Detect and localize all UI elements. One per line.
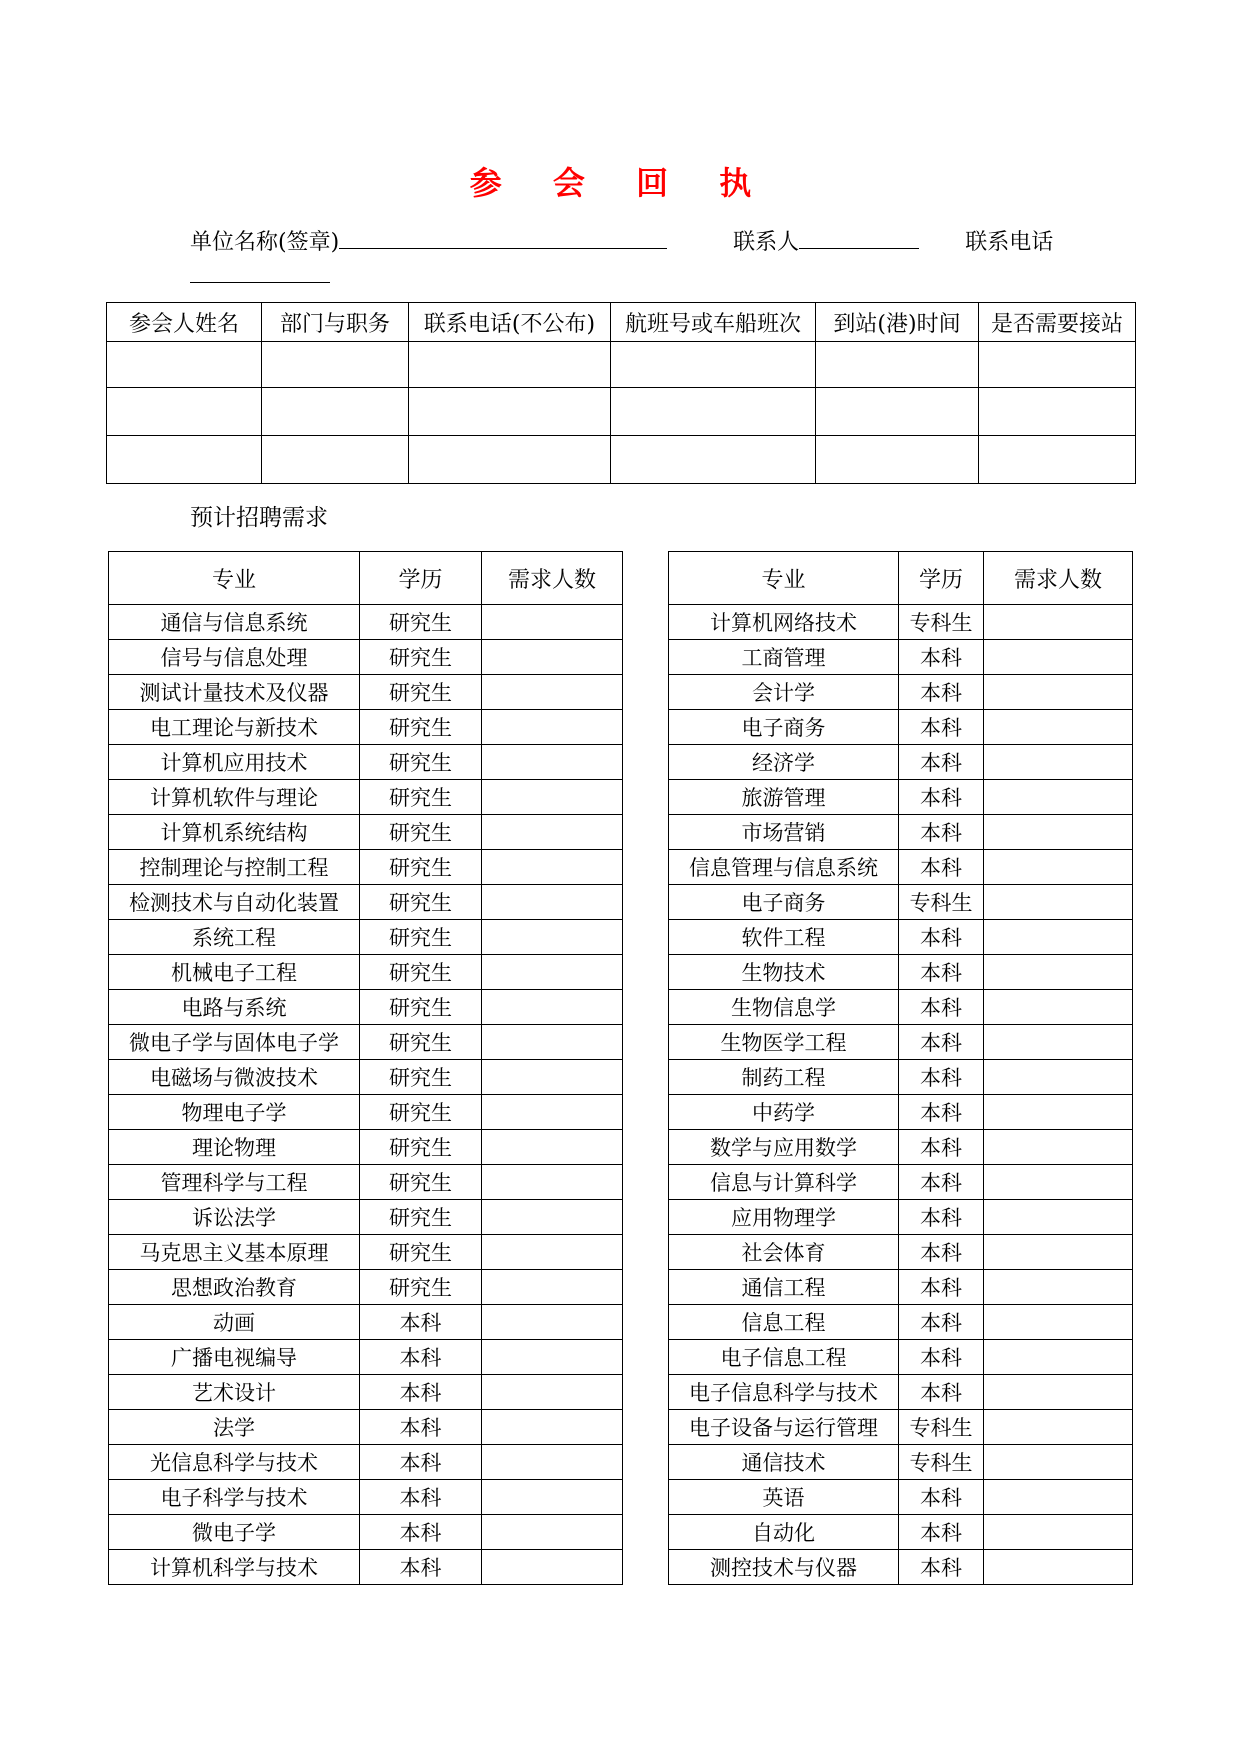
recruit-row [109, 1200, 623, 1235]
recruit-row [669, 1200, 1133, 1235]
contact-label: 联系人 [733, 230, 800, 255]
headcount-input-cell[interactable] [482, 815, 623, 850]
recruit-row [669, 1130, 1133, 1165]
attendee-input-cell[interactable] [409, 342, 611, 388]
recruit-row [109, 1340, 623, 1375]
recruit-row [109, 1130, 623, 1165]
degree-cell: 研究生 [360, 955, 482, 990]
attendee-header-cell: 到站(港)时间 [816, 303, 979, 342]
headcount-input-cell[interactable] [984, 1270, 1133, 1305]
major-cell: 电子商务 [669, 710, 899, 745]
recruit-row [109, 605, 623, 640]
recruit-row [669, 920, 1133, 955]
headcount-input-cell[interactable] [984, 745, 1133, 780]
headcount-input-cell[interactable] [984, 1410, 1133, 1445]
recruit-header-row [109, 552, 623, 605]
major-cell: 计算机软件与理论 [109, 780, 360, 815]
degree-cell: 研究生 [360, 850, 482, 885]
headcount-input-cell[interactable] [482, 1480, 623, 1515]
major-cell: 电工理论与新技术 [109, 710, 360, 745]
attendee-input-cell[interactable] [107, 388, 262, 436]
degree-cell: 研究生 [360, 780, 482, 815]
recruit-row [669, 1515, 1133, 1550]
degree-cell: 本科 [899, 1480, 984, 1515]
major-cell: 计算机应用技术 [109, 745, 360, 780]
page-title: 参 会 回 执 [469, 164, 772, 202]
recruit-row [109, 815, 623, 850]
degree-cell: 本科 [899, 1095, 984, 1130]
degree-cell: 研究生 [360, 1025, 482, 1060]
headcount-input-cell[interactable] [984, 675, 1133, 710]
headcount-input-cell[interactable] [984, 1130, 1133, 1165]
major-cell: 电子信息科学与技术 [669, 1375, 899, 1410]
attendee-input-cell[interactable] [979, 436, 1136, 484]
headcount-input-cell[interactable] [482, 710, 623, 745]
major-cell: 动画 [109, 1305, 360, 1340]
major-cell: 诉讼法学 [109, 1200, 360, 1235]
recruit-row [669, 815, 1133, 850]
major-cell: 工商管理 [669, 640, 899, 675]
major-cell: 测控技术与仪器 [669, 1550, 899, 1585]
degree-cell: 专科生 [899, 1410, 984, 1445]
major-cell: 控制理论与控制工程 [109, 850, 360, 885]
degree-cell: 本科 [899, 1375, 984, 1410]
major-cell: 信息管理与信息系统 [669, 850, 899, 885]
headcount-input-cell[interactable] [984, 850, 1133, 885]
attendee-input-cell[interactable] [979, 388, 1136, 436]
degree-cell: 研究生 [360, 1165, 482, 1200]
contact-field[interactable] [799, 226, 919, 249]
headcount-input-cell[interactable] [482, 1515, 623, 1550]
headcount-input-cell[interactable] [482, 850, 623, 885]
recruit-row [669, 885, 1133, 920]
degree-cell: 本科 [360, 1515, 482, 1550]
major-cell: 电子商务 [669, 885, 899, 920]
headcount-input-cell[interactable] [984, 815, 1133, 850]
degree-cell: 本科 [360, 1550, 482, 1585]
degree-cell: 研究生 [360, 605, 482, 640]
degree-cell: 本科 [360, 1305, 482, 1340]
degree-cell: 本科 [899, 1340, 984, 1375]
recruit-header-row [669, 552, 1133, 605]
attendee-header-cell: 是否需要接站 [979, 303, 1136, 342]
recruit-table-left [108, 551, 623, 1585]
recruit-row [669, 1270, 1133, 1305]
headcount-input-cell[interactable] [482, 1375, 623, 1410]
degree-cell: 本科 [360, 1340, 482, 1375]
degree-cell: 本科 [899, 675, 984, 710]
recruit-row [669, 955, 1133, 990]
major-cell: 系统工程 [109, 920, 360, 955]
recruit-row [669, 675, 1133, 710]
major-cell: 检测技术与自动化装置 [109, 885, 360, 920]
attendee-table [106, 302, 1136, 484]
recruit-row [109, 1235, 623, 1270]
recruit-row [109, 1305, 623, 1340]
form-line-2 [190, 260, 330, 292]
headcount-input-cell[interactable] [482, 1270, 623, 1305]
degree-cell: 本科 [899, 1515, 984, 1550]
major-cell: 广播电视编导 [109, 1340, 360, 1375]
degree-cell: 研究生 [360, 710, 482, 745]
headcount-input-cell[interactable] [482, 1340, 623, 1375]
headcount-input-cell[interactable] [984, 1550, 1133, 1585]
headcount-input-cell[interactable] [984, 920, 1133, 955]
recruit-row [669, 710, 1133, 745]
recruit-row [109, 885, 623, 920]
major-cell: 通信工程 [669, 1270, 899, 1305]
attendee-input-cell[interactable] [816, 436, 979, 484]
attendee-row [107, 388, 1136, 436]
major-cell: 旅游管理 [669, 780, 899, 815]
major-cell: 信号与信息处理 [109, 640, 360, 675]
attendee-header-cell: 参会人姓名 [107, 303, 262, 342]
degree-cell: 本科 [899, 640, 984, 675]
headcount-input-cell[interactable] [984, 1060, 1133, 1095]
headcount-input-cell[interactable] [482, 1095, 623, 1130]
major-cell: 管理科学与工程 [109, 1165, 360, 1200]
attendee-input-cell[interactable] [409, 388, 611, 436]
headcount-input-cell[interactable] [482, 1235, 623, 1270]
degree-cell: 研究生 [360, 1060, 482, 1095]
major-cell: 生物信息学 [669, 990, 899, 1025]
recruit-row [109, 920, 623, 955]
major-cell: 数学与应用数学 [669, 1130, 899, 1165]
recruit-row [669, 605, 1133, 640]
headcount-input-cell[interactable] [984, 1200, 1133, 1235]
major-cell: 电子设备与运行管理 [669, 1410, 899, 1445]
headcount-input-cell[interactable] [482, 1410, 623, 1445]
major-cell: 艺术设计 [109, 1375, 360, 1410]
major-cell: 应用物理学 [669, 1200, 899, 1235]
attendee-header-cell: 部门与职务 [262, 303, 409, 342]
headcount-input-cell[interactable] [984, 605, 1133, 640]
degree-cell: 研究生 [360, 1095, 482, 1130]
degree-cell: 本科 [899, 850, 984, 885]
degree-cell: 研究生 [360, 1270, 482, 1305]
attendee-header-row [107, 303, 1136, 342]
headcount-input-cell[interactable] [482, 990, 623, 1025]
headcount-input-cell[interactable] [482, 920, 623, 955]
recruit-row [109, 990, 623, 1025]
attendee-row [107, 342, 1136, 388]
degree-cell: 本科 [360, 1375, 482, 1410]
headcount-input-cell[interactable] [984, 955, 1133, 990]
attendee-row [107, 436, 1136, 484]
attendee-header-cell: 联系电话(不公布) [409, 303, 611, 342]
major-cell: 电子信息工程 [669, 1340, 899, 1375]
degree-cell: 研究生 [360, 885, 482, 920]
attendee-input-cell[interactable] [979, 342, 1136, 388]
degree-cell: 本科 [899, 1165, 984, 1200]
major-cell: 英语 [669, 1480, 899, 1515]
recruit-row [669, 780, 1133, 815]
major-cell: 计算机网络技术 [669, 605, 899, 640]
degree-cell: 本科 [899, 990, 984, 1025]
recruit-row [109, 1095, 623, 1130]
degree-cell: 本科 [899, 1270, 984, 1305]
attendee-input-cell[interactable] [409, 436, 611, 484]
recruit-row [109, 1375, 623, 1410]
attendee-header-cell: 航班号或车船班次 [611, 303, 816, 342]
recruit-row [109, 1060, 623, 1095]
headcount-input-cell[interactable] [482, 1130, 623, 1165]
recruit-row [669, 1340, 1133, 1375]
recruit-row [109, 1515, 623, 1550]
headcount-input-cell[interactable] [984, 1445, 1133, 1480]
headcount-input-cell[interactable] [482, 675, 623, 710]
recruit-header-cell: 需求人数 [984, 552, 1133, 605]
degree-cell: 本科 [899, 1025, 984, 1060]
recruit-row [109, 1480, 623, 1515]
degree-cell: 本科 [899, 1550, 984, 1585]
recruit-row [109, 1410, 623, 1445]
headcount-input-cell[interactable] [984, 990, 1133, 1025]
degree-cell: 本科 [360, 1410, 482, 1445]
degree-cell: 研究生 [360, 745, 482, 780]
headcount-input-cell[interactable] [984, 1340, 1133, 1375]
recruit-row [109, 640, 623, 675]
major-cell: 经济学 [669, 745, 899, 780]
degree-cell: 专科生 [899, 605, 984, 640]
degree-cell: 研究生 [360, 640, 482, 675]
major-cell: 中药学 [669, 1095, 899, 1130]
recruit-header-cell: 学历 [899, 552, 984, 605]
recruit-row [109, 1270, 623, 1305]
recruit-row [109, 850, 623, 885]
org-name-label: 单位名称(签章) [190, 230, 340, 255]
attendee-input-cell[interactable] [611, 436, 816, 484]
major-cell: 理论物理 [109, 1130, 360, 1165]
major-cell: 生物医学工程 [669, 1025, 899, 1060]
headcount-input-cell[interactable] [482, 640, 623, 675]
section-label: 预计招聘需求 [190, 505, 328, 531]
degree-cell: 本科 [899, 920, 984, 955]
recruit-row [669, 1060, 1133, 1095]
recruit-table-right [668, 551, 1133, 1585]
major-cell: 马克思主义基本原理 [109, 1235, 360, 1270]
attendee-input-cell[interactable] [611, 388, 816, 436]
headcount-input-cell[interactable] [984, 1480, 1133, 1515]
degree-cell: 本科 [360, 1445, 482, 1480]
headcount-input-cell[interactable] [482, 1200, 623, 1235]
major-cell: 社会体育 [669, 1235, 899, 1270]
recruit-header-cell: 专业 [669, 552, 899, 605]
headcount-input-cell[interactable] [482, 1025, 623, 1060]
headcount-input-cell[interactable] [984, 1375, 1133, 1410]
major-cell: 机械电子工程 [109, 955, 360, 990]
attendee-input-cell[interactable] [611, 342, 816, 388]
recruit-row [669, 1025, 1133, 1060]
major-cell: 制药工程 [669, 1060, 899, 1095]
degree-cell: 本科 [360, 1480, 482, 1515]
recruit-row [109, 1445, 623, 1480]
headcount-input-cell[interactable] [984, 1095, 1133, 1130]
major-cell: 信息工程 [669, 1305, 899, 1340]
degree-cell: 本科 [899, 1060, 984, 1095]
headcount-input-cell[interactable] [482, 955, 623, 990]
recruit-header-cell: 学历 [360, 552, 482, 605]
recruit-row [669, 990, 1133, 1025]
headcount-input-cell[interactable] [984, 1235, 1133, 1270]
recruit-row [109, 780, 623, 815]
major-cell: 微电子学 [109, 1515, 360, 1550]
phone-label: 联系电话 [965, 230, 1054, 255]
org-name-field[interactable] [339, 226, 667, 249]
recruit-row [669, 640, 1133, 675]
major-cell: 电路与系统 [109, 990, 360, 1025]
headcount-input-cell[interactable] [984, 1515, 1133, 1550]
degree-cell: 专科生 [899, 1445, 984, 1480]
headcount-input-cell[interactable] [984, 780, 1133, 815]
headcount-input-cell[interactable] [482, 745, 623, 780]
recruit-header-cell: 需求人数 [482, 552, 623, 605]
degree-cell: 本科 [899, 745, 984, 780]
degree-cell: 研究生 [360, 990, 482, 1025]
recruit-row [109, 1025, 623, 1060]
attendee-input-cell[interactable] [107, 342, 262, 388]
major-cell: 生物技术 [669, 955, 899, 990]
major-cell: 软件工程 [669, 920, 899, 955]
major-cell: 会计学 [669, 675, 899, 710]
recruit-row [669, 1305, 1133, 1340]
attendee-input-cell[interactable] [107, 436, 262, 484]
headcount-input-cell[interactable] [984, 640, 1133, 675]
major-cell: 微电子学与固体电子学 [109, 1025, 360, 1060]
degree-cell: 专科生 [899, 885, 984, 920]
attendee-input-cell[interactable] [262, 342, 409, 388]
recruit-row [669, 1375, 1133, 1410]
headcount-input-cell[interactable] [482, 1550, 623, 1585]
recruit-row [669, 1480, 1133, 1515]
degree-cell: 研究生 [360, 1130, 482, 1165]
recruit-row [669, 1410, 1133, 1445]
headcount-input-cell[interactable] [482, 780, 623, 815]
degree-cell: 本科 [899, 710, 984, 745]
major-cell: 思想政治教育 [109, 1270, 360, 1305]
degree-cell: 研究生 [360, 815, 482, 850]
major-cell: 信息与计算科学 [669, 1165, 899, 1200]
form-line-1 [190, 226, 1053, 258]
headcount-input-cell[interactable] [482, 1165, 623, 1200]
degree-cell: 本科 [899, 955, 984, 990]
recruit-row [669, 1445, 1133, 1480]
recruit-row [109, 710, 623, 745]
headcount-input-cell[interactable] [984, 885, 1133, 920]
headcount-input-cell[interactable] [482, 1305, 623, 1340]
phone-field[interactable] [190, 260, 330, 283]
degree-cell: 本科 [899, 1235, 984, 1270]
degree-cell: 研究生 [360, 920, 482, 955]
headcount-input-cell[interactable] [984, 1025, 1133, 1060]
recruit-row [669, 850, 1133, 885]
major-cell: 计算机科学与技术 [109, 1550, 360, 1585]
major-cell: 测试计量技术及仪器 [109, 675, 360, 710]
recruit-row [109, 955, 623, 990]
degree-cell: 研究生 [360, 1235, 482, 1270]
recruit-row [109, 1165, 623, 1200]
recruit-header-cell: 专业 [109, 552, 360, 605]
recruit-row [669, 1095, 1133, 1130]
attendee-input-cell[interactable] [262, 388, 409, 436]
headcount-input-cell[interactable] [482, 1445, 623, 1480]
recruit-row [109, 675, 623, 710]
headcount-input-cell[interactable] [984, 710, 1133, 745]
major-cell: 光信息科学与技术 [109, 1445, 360, 1480]
major-cell: 自动化 [669, 1515, 899, 1550]
headcount-input-cell[interactable] [984, 1165, 1133, 1200]
major-cell: 计算机系统结构 [109, 815, 360, 850]
attendee-input-cell[interactable] [816, 342, 979, 388]
degree-cell: 本科 [899, 1200, 984, 1235]
degree-cell: 本科 [899, 1305, 984, 1340]
attendee-input-cell[interactable] [816, 388, 979, 436]
recruit-row [109, 745, 623, 780]
recruit-row [109, 1550, 623, 1585]
degree-cell: 本科 [899, 815, 984, 850]
major-cell: 法学 [109, 1410, 360, 1445]
degree-cell: 研究生 [360, 1200, 482, 1235]
degree-cell: 研究生 [360, 675, 482, 710]
major-cell: 电子科学与技术 [109, 1480, 360, 1515]
major-cell: 通信技术 [669, 1445, 899, 1480]
major-cell: 物理电子学 [109, 1095, 360, 1130]
headcount-input-cell[interactable] [482, 605, 623, 640]
major-cell: 通信与信息系统 [109, 605, 360, 640]
recruit-row [669, 1165, 1133, 1200]
attendee-input-cell[interactable] [262, 436, 409, 484]
major-cell: 电磁场与微波技术 [109, 1060, 360, 1095]
headcount-input-cell[interactable] [482, 1060, 623, 1095]
recruit-row [669, 1235, 1133, 1270]
headcount-input-cell[interactable] [984, 1305, 1133, 1340]
major-cell: 市场营销 [669, 815, 899, 850]
degree-cell: 本科 [899, 1130, 984, 1165]
degree-cell: 本科 [899, 780, 984, 815]
headcount-input-cell[interactable] [482, 885, 623, 920]
recruit-row [669, 745, 1133, 780]
recruit-row [669, 1550, 1133, 1585]
